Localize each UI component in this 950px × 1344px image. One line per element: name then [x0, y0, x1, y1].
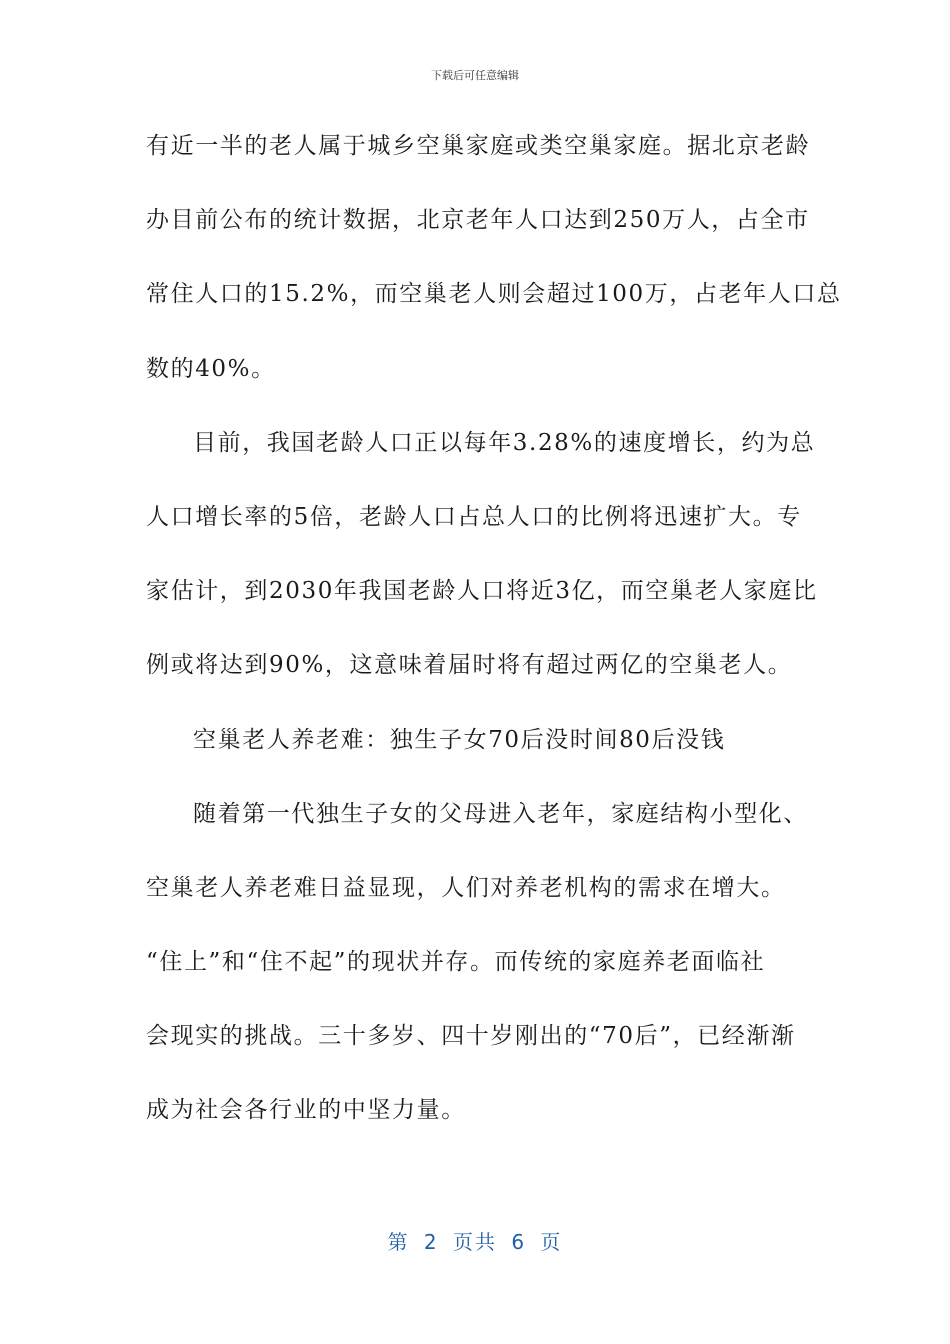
paragraph-line: 常住人口的15.2%，而空巢老人则会超过100万，占老年人口总 — [146, 281, 842, 308]
paragraph-line: 随着第一代独生子女的父母进入老年，家庭结构小型化、 — [193, 800, 808, 827]
paragraph-line: 数的40%。 — [146, 355, 276, 382]
paragraph-line: “住上”和“住不起”的现状并存。而传统的家庭养老面临社 — [146, 949, 766, 976]
paragraph-line: 例或将达到90%，这意味着届时将有超过两亿的空巢老人。 — [146, 652, 793, 679]
page-header: 下载后可任意编辑 — [431, 69, 519, 82]
document-body — [146, 127, 842, 1166]
paragraph-line: 目前，我国老龄人口正以每年3.28%的速度增长，约为总 — [193, 429, 816, 456]
paragraph-line: 有近一半的老人属于城乡空巢家庭或类空巢家庭。据北京老龄 — [146, 133, 811, 159]
paragraph-line: 成为社会各行业的中坚力量。 — [146, 1097, 466, 1124]
paragraph-line: 人口增长率的5倍，老龄人口占总人口的比例将迅速扩大。专 — [146, 503, 802, 530]
paragraph-line: 家估计，到2030年我国老龄人口将近3亿，而空巢老人家庭比 — [146, 578, 818, 605]
section-heading: 空巢老人养老难：独生子女70后没时间80后没钱 — [193, 726, 726, 753]
paragraph-line: 会现实的挑战。三十多岁、四十岁刚出的“70后”，已经渐渐 — [146, 1023, 796, 1050]
paragraph-line: 空巢老人养老难日益显现，人们对养老机构的需求在增大。 — [146, 874, 786, 901]
page-number-footer: 第 2 页共 6 页 — [387, 1230, 563, 1254]
paragraph-line: 办目前公布的统计数据，北京老年人口达到250万人，占全市 — [146, 207, 810, 234]
